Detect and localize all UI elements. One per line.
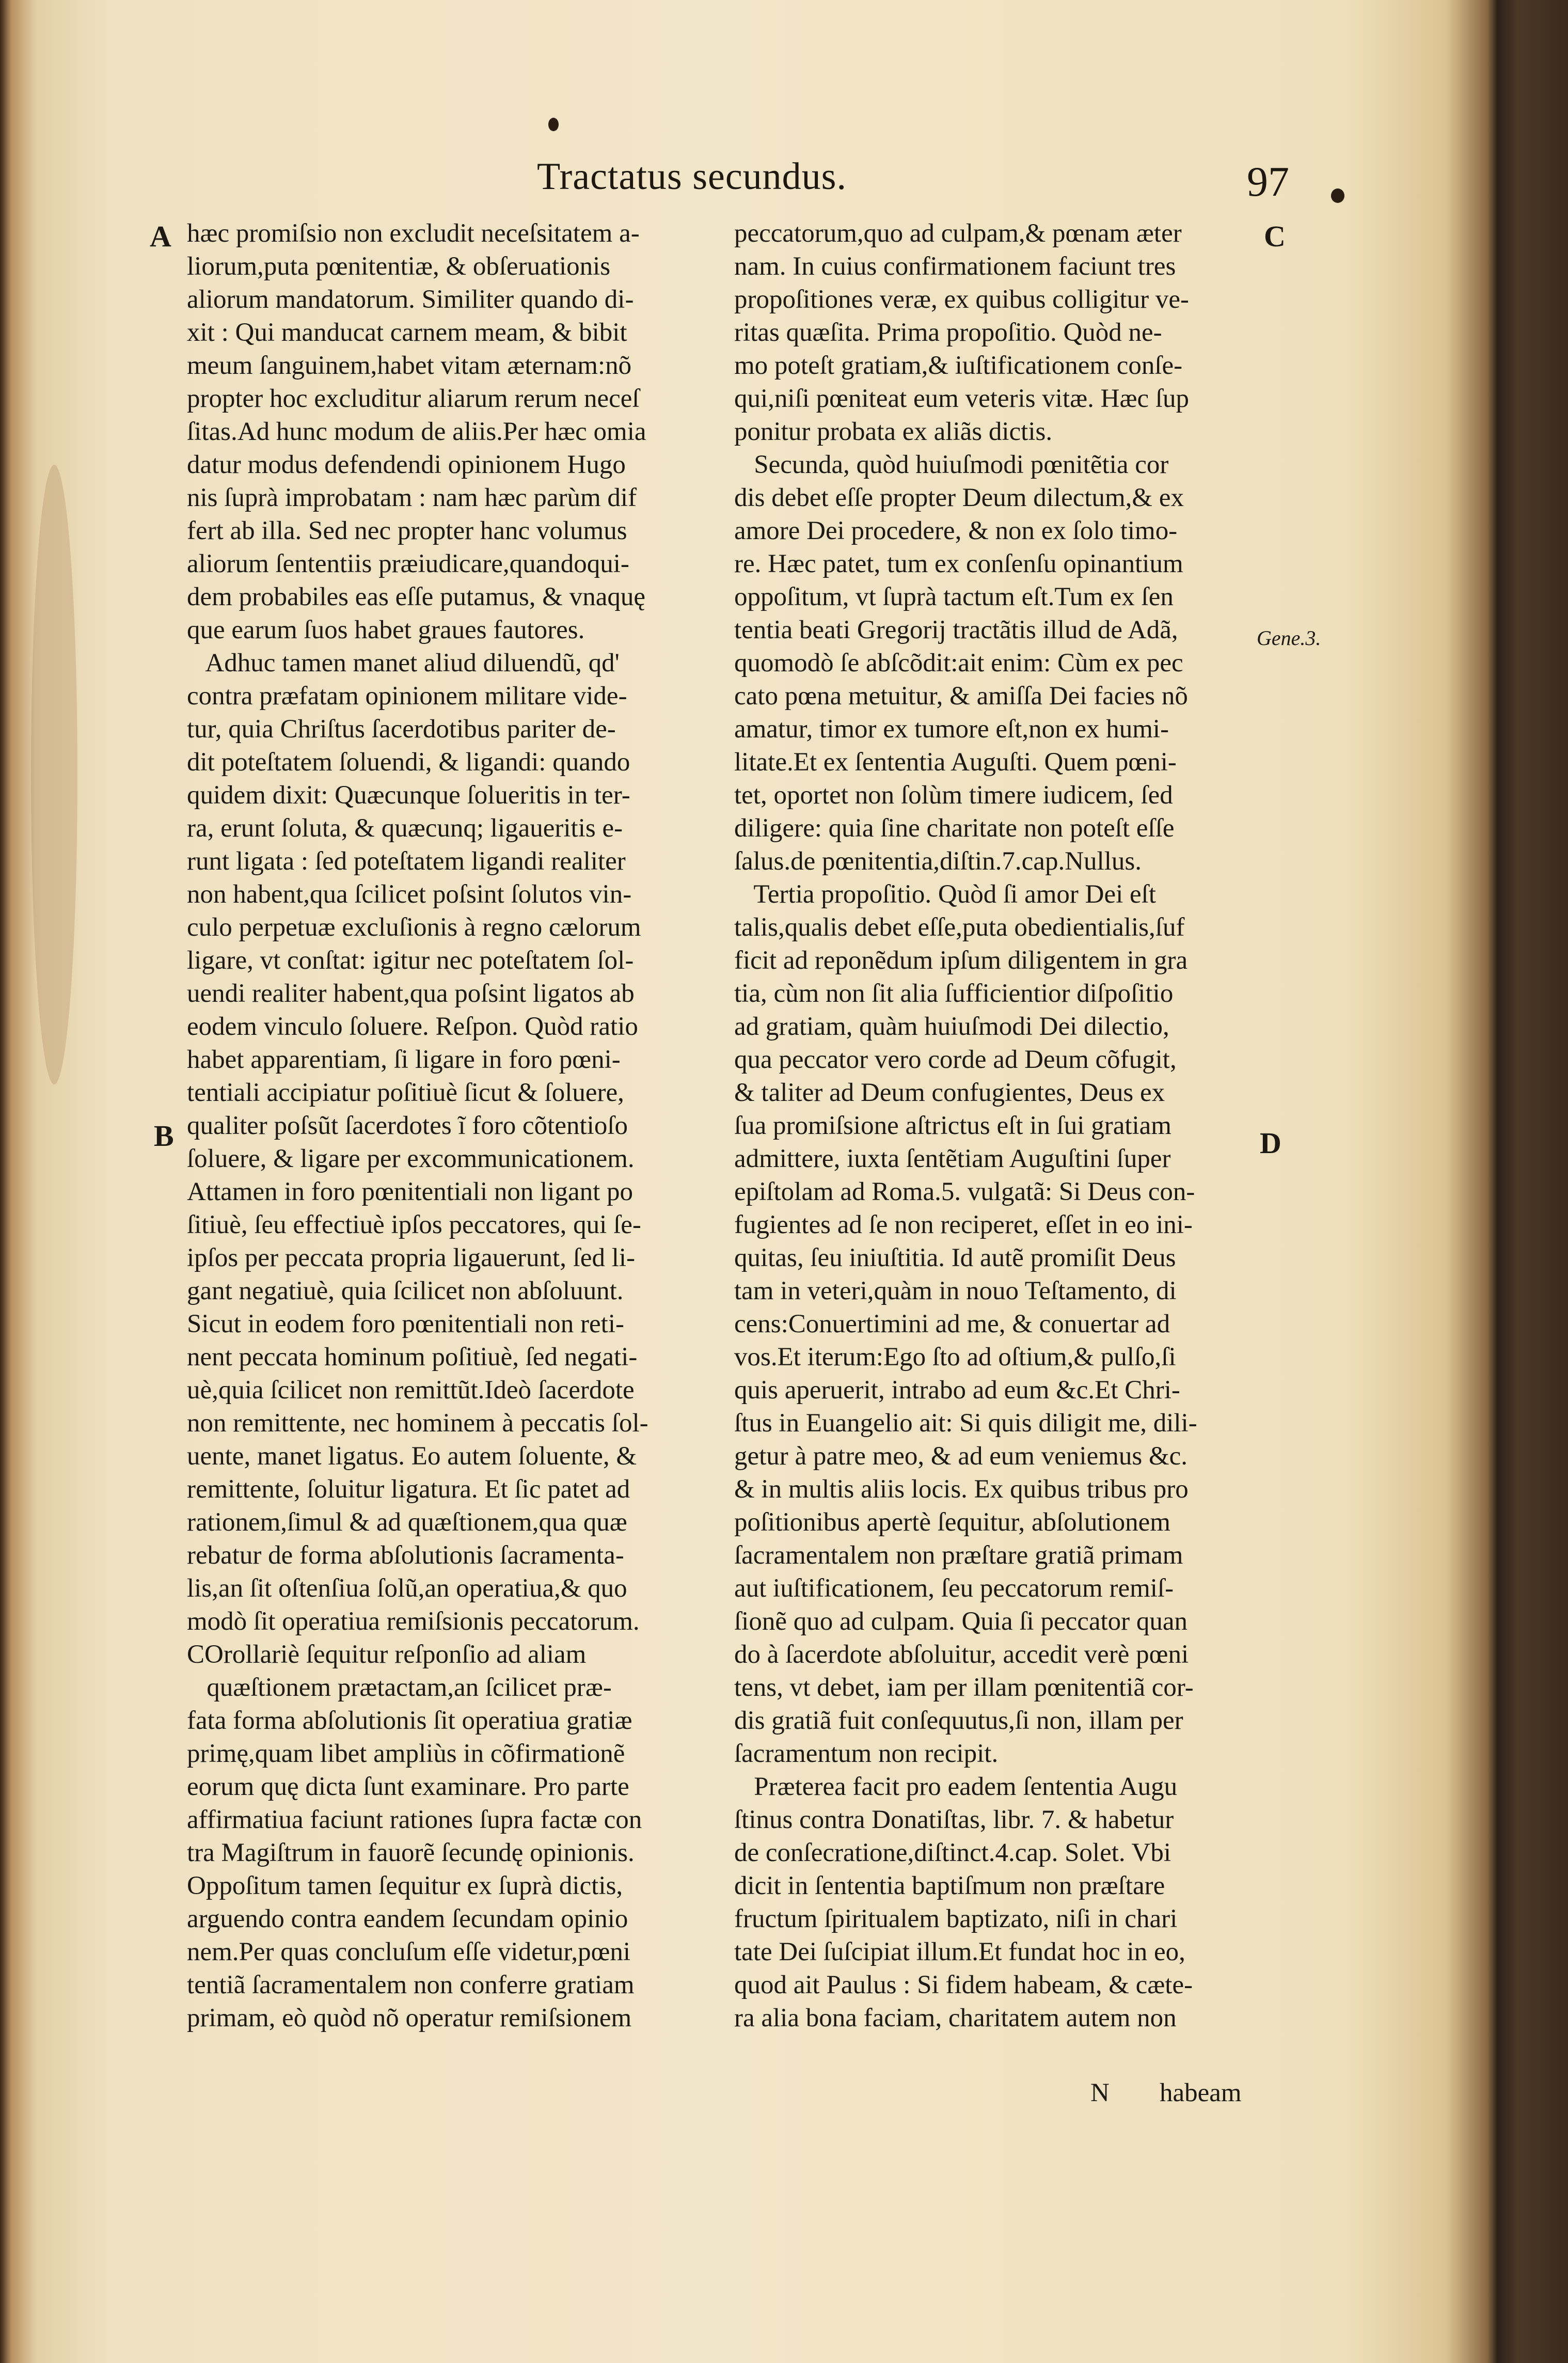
text-line: que earum ſuos habet graues fautores. [187, 616, 585, 644]
text-line: quis aperuerit, intrabo ad eum &c.Et Chri- [734, 1376, 1180, 1405]
margin-marker-d: D [1260, 1126, 1281, 1160]
text-line: uendi realiter habent,qua poſsint ligatos ab [187, 979, 635, 1008]
text-line: diligere: quia ſine charitate non poteſt eſſe [734, 814, 1175, 843]
text-line: uè,quia ſcilicet non remittũt.Ideò ſacerdote [187, 1376, 635, 1405]
text-line: mo poteſt gratiam,& iuſtificationem conſe- [734, 351, 1183, 380]
text-line: fugientes ad ſe non reciperet, eſſet in eo ini- [734, 1210, 1193, 1239]
text-line: affirmatiua faciunt rationes ſupra factæ con [187, 1805, 642, 1834]
text-line: uente, manet ligatus. Eo autem ſoluente, & [187, 1442, 637, 1471]
text-line: arguendo contra eandem ſecundam opinio [187, 1904, 628, 1933]
text-line: Oppoſitum tamen ſequitur ex ſuprà dictis, [187, 1871, 623, 1900]
text-line: COrollariè ſequitur reſponſio ad aliam [187, 1640, 587, 1669]
text-line: ra alia bona faciam, charitatem autem non [734, 2004, 1177, 2033]
text-line: Adhuc tamen manet aliud diluendũ, qd' [187, 649, 620, 678]
text-line: dicit in ſententia baptiſmum non præſtare [734, 1871, 1165, 1900]
text-line: ſtus in Euangelio ait: Si quis diligit me, dili- [734, 1409, 1197, 1438]
text-line: oppoſitum, vt ſuprà tactum eſt.Tum ex ſen [734, 582, 1174, 611]
text-line: primam, eò quòd nõ operatur remiſsionem [187, 2004, 632, 2033]
margin-marker-c: C [1264, 219, 1286, 253]
text-line: dis gratiã fuit conſequutus,ſi non, illam per [734, 1706, 1183, 1735]
text-line: cens:Conuertimini ad me, & conuertar ad [734, 1310, 1170, 1338]
text-line: ad gratiam, quàm huiuſmodi Dei dilectio, [734, 1012, 1169, 1041]
text-line: ſitiuè, ſeu effectiuè ipſos peccatores, qui ſe- [187, 1210, 641, 1239]
text-line: remittente, ſoluitur ligatura. Et ſic patet ad [187, 1475, 630, 1504]
text-line: amore Dei procedere, & non ex ſolo timo- [734, 516, 1178, 545]
text-line: Tertia propoſitio. Quòd ſi amor Dei eſt [734, 880, 1156, 909]
text-line: non remittente, nec hominem à peccatis ſol- [187, 1409, 648, 1438]
text-line: eorum quę dicta ſunt examinare. Pro parte [187, 1772, 629, 1801]
text-line: datur modus defendendi opinionem Hugo [187, 450, 626, 479]
text-line: aliorum ſententiis præiudicare,quandoqui- [187, 549, 629, 578]
text-line: ficit ad reponẽdum ipſum diligentem in gra [734, 946, 1188, 975]
text-line: ipſos per peccata propria ligauerunt, ſed li- [187, 1243, 636, 1272]
running-title: Tractatus secundus. [537, 155, 847, 198]
text-line: fata forma abſolutionis ſit operatiua gratiæ [187, 1706, 632, 1735]
text-line: & taliter ad Deum confugientes, Deus ex [734, 1078, 1165, 1107]
text-line: meum ſanguinem,habet vitam æternam:nõ [187, 351, 632, 380]
text-line: amatur, timor ex tumore eſt,non ex humi- [734, 715, 1169, 744]
text-line: de conſecratione,diſtinct.4.cap. Solet. Vbi [734, 1838, 1171, 1867]
text-line: quæſtionem prætactam,an ſcilicet præ- [187, 1673, 612, 1702]
text-line: contra præfatam opinionem militare vide- [187, 682, 627, 711]
text-line: tet, oportet non ſolùm timere iudicem, ſed [734, 781, 1173, 810]
text-line: modò ſit operatiua remiſsionis peccatorum. [187, 1607, 640, 1636]
signature-mark: N [1090, 2078, 1110, 2107]
text-line: culo perpetuæ excluſionis à regno cælorum [187, 913, 641, 942]
text-line: quod ait Paulus : Si fidem habeam, & cæte- [734, 1971, 1193, 1999]
text-line: propter hoc excluditur aliarum rerum neceſ [187, 384, 640, 413]
text-line: primę,quam libet ampliùs in cõfirmationẽ [187, 1739, 625, 1768]
text-line: admittere, iuxta ſentẽtiam Auguſtini ſuper [734, 1144, 1171, 1173]
text-line: ſalus.de pœnitentia,diſtin.7.cap.Nullus. [734, 847, 1142, 876]
text-line: quidem dixit: Quæcunque ſolueritis in ter- [187, 781, 630, 810]
text-line: ligare, vt conſtat: igitur nec poteſtatem ſol- [187, 946, 634, 975]
text-line: Secunda, quòd huiuſmodi pœnitẽtia cor [734, 450, 1169, 479]
text-line: hæc promiſsio non excludit neceſsitatem a- [187, 219, 640, 248]
text-line: fructum ſpiritualem baptizato, niſi in chari [734, 1904, 1178, 1933]
text-line: re. Hæc patet, tum ex conſenſu opinantium [734, 549, 1183, 578]
text-line: eodem vinculo ſoluere. Reſpon. Quòd ratio [187, 1012, 638, 1041]
text-line: ſacramentum non recipit. [734, 1739, 999, 1768]
text-line: ſtinus contra Donatiſtas, libr. 7. & habetur [734, 1805, 1174, 1834]
text-line: & in multis aliis locis. Ex quibus tribus pro [734, 1475, 1189, 1504]
text-line: qua peccator vero corde ad Deum cõfugit, [734, 1045, 1177, 1074]
text-line: gant negatiuè, quia ſcilicet non abſoluunt. [187, 1277, 624, 1305]
text-line: ritas quæſita. Prima propoſitio. Quòd ne- [734, 318, 1162, 347]
text-line: rebatur de forma abſolutionis ſacramenta- [187, 1541, 624, 1570]
text-line: Præterea facit pro eadem ſententia Augu [734, 1772, 1178, 1801]
text-line: ſacramentalem non præſtare gratiã primam [734, 1541, 1183, 1570]
text-line: nem.Per quas concluſum eſſe videtur,pœni [187, 1937, 631, 1966]
text-line: nis ſuprà improbatam : nam hæc parùm dif [187, 483, 637, 512]
text-line: do à ſacerdote abſoluitur, accedit verè pœni [734, 1640, 1189, 1669]
text-line: dis debet eſſe propter Deum dilectum,& ex [734, 483, 1184, 512]
text-line: dem probabiles eas eſſe putamus, & vnaquę [187, 582, 645, 611]
text-line: quitas, ſeu iniuſtitia. Id autẽ promiſit Deus [734, 1243, 1176, 1272]
page-edge-shadow [1497, 0, 1568, 2363]
text-line: lis,an ſit oſtenſiua ſolũ,an operatiua,& quo [187, 1574, 627, 1603]
text-line: xit : Qui manducat carnem meam, & bibit [187, 318, 627, 347]
text-line: ſitas.Ad hunc modum de aliis.Per hæc omia [187, 417, 646, 446]
text-line: non habent,qua ſcilicet poſsint ſolutos vin- [187, 880, 632, 909]
text-line: tentia beati Gregorij tractãtis illud de Adã, [734, 616, 1178, 644]
text-line: quomodò ſe abſcõdit:ait enim: Cùm ex pec [734, 649, 1183, 678]
text-line: getur à patre meo, & ad eum veniemus &c. [734, 1442, 1188, 1471]
text-line: Attamen in foro pœnitentiali non ligant po [187, 1177, 633, 1206]
text-line: dit poteſtatem ſoluendi, & ligandi: quando [187, 748, 630, 777]
text-line: epiſtolam ad Roma.5. vulgatã: Si Deus con- [734, 1177, 1195, 1206]
text-line: nam. In cuius confirmationem faciunt tres [734, 252, 1176, 281]
text-line: tra Magiſtrum in fauorẽ ſecundę opinionis. [187, 1838, 635, 1867]
text-line: peccatorum,quo ad culpam,& pœnam æter [734, 219, 1182, 248]
text-line: poſitionibus apertè ſequitur, abſolutionem [734, 1508, 1170, 1537]
left-column-text [187, 217, 708, 2035]
text-line: aliorum mandatorum. Similiter quando di- [187, 285, 634, 314]
text-line: ſua promiſsione aſtrictus eſt in ſui gratiam [734, 1111, 1171, 1140]
text-line: qui,niſi pœniteat eum veteris vitæ. Hæc ſup [734, 384, 1190, 413]
text-line: habet apparentiam, ſi ligare in foro pœni- [187, 1045, 621, 1074]
text-line: litate.Et ex ſententia Auguſti. Quem pœni- [734, 748, 1177, 777]
text-line: Sicut in eodem foro pœnitentiali non reti- [187, 1310, 624, 1338]
text-line: tentiali accipiatur poſitiuè ſicut & ſoluere, [187, 1078, 624, 1107]
text-line: tam in veteri,quàm in nouo Teſtamento, di [734, 1277, 1177, 1305]
text-line: tentiã ſacramentalem non conferre gratiam [187, 1971, 635, 1999]
text-line: cato pœna metuitur, & amiſſa Dei facies nõ [734, 682, 1188, 711]
text-line: runt ligata : ſed poteſtatem ligandi realiter [187, 847, 626, 876]
text-line: nent peccata hominum poſitiuè, ſed negati- [187, 1343, 638, 1372]
margin-marker-a: A [150, 219, 171, 253]
text-line: ſoluere, & ligare per excommunicationem. [187, 1144, 635, 1173]
margin-marker-b: B [154, 1119, 174, 1153]
text-line: vos.Et iterum:Ego ſto ad oſtium,& pulſo,ſi [734, 1343, 1176, 1372]
margin-note-reference: Gene.3. [1257, 626, 1321, 650]
text-line: ponitur probata ex aliãs dictis. [734, 417, 1053, 446]
text-line: ra, erunt ſoluta, & quæcunq; ligaueritis e- [187, 814, 623, 843]
text-line: tur, quia Chriſtus ſacerdotibus pariter de- [187, 715, 616, 744]
text-line: liorum,puta pœnitentiæ, & obſeruationis [187, 252, 611, 281]
folio-number: 97 [1247, 158, 1289, 205]
text-line: rationem,ſimul & ad quæſtionem,qua quæ [187, 1508, 627, 1537]
text-line: ſionẽ quo ad culpam. Quia ſi peccator quan [734, 1607, 1188, 1636]
text-line: tens, vt debet, iam per illam pœnitentiã cor- [734, 1673, 1194, 1702]
text-line: tate Dei ſuſcipiat illum.Et fundat hoc in eo, [734, 1937, 1185, 1966]
right-column-text [734, 217, 1271, 2035]
text-line: aut iuſtificationem, ſeu peccatorum remiſ- [734, 1574, 1174, 1603]
text-line: propoſitiones veræ, ex quibus colligitur ve- [734, 285, 1190, 314]
text-line: qualiter poſsũt ſacerdotes ĩ foro cõtentioſo [187, 1111, 628, 1140]
text-line: fert ab illa. Sed nec propter hanc volumus [187, 516, 627, 545]
text-line: tia, cùm non ſit alia ſufficientior diſpoſitio [734, 979, 1174, 1008]
text-line: talis,qualis debet eſſe,puta obedientialis,ſuf [734, 913, 1185, 942]
catchword: habeam [1160, 2078, 1242, 2107]
